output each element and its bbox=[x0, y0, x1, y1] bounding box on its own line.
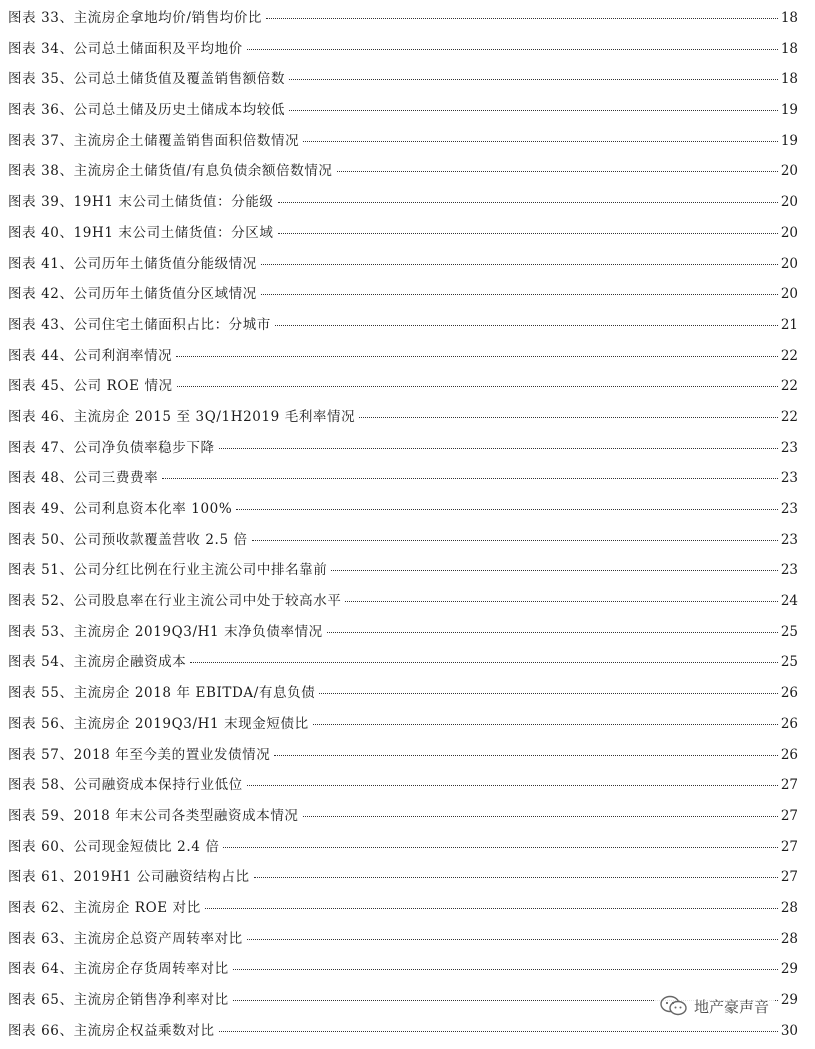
dot-leader bbox=[274, 755, 778, 756]
toc-page-number[interactable]: 18 bbox=[780, 71, 798, 88]
toc-row[interactable] bbox=[8, 558, 798, 589]
dot-leader bbox=[190, 662, 778, 663]
toc-entry-label[interactable]: 图表 52、公司股息率在行业主流公司中处于较高水平 bbox=[8, 593, 342, 610]
dot-leader bbox=[254, 877, 778, 878]
toc-entry-label[interactable]: 图表 49、公司利息资本化率 100% bbox=[8, 501, 233, 517]
dot-leader bbox=[303, 141, 778, 142]
toc-entry-label[interactable]: 图表 54、主流房企融资成本 bbox=[8, 654, 187, 671]
toc-page-number[interactable]: 19 bbox=[780, 132, 798, 149]
toc-row[interactable] bbox=[8, 159, 798, 190]
toc-row[interactable] bbox=[8, 282, 798, 313]
toc-row[interactable] bbox=[8, 67, 798, 98]
toc-entry-label[interactable]: 图表 59、2018 年末公司各类型融资成本情况 bbox=[8, 807, 299, 824]
dot-leader bbox=[223, 847, 778, 848]
toc-row[interactable] bbox=[8, 804, 798, 835]
toc-entry-label[interactable]: 图表 35、公司总土储货值及覆盖销售额倍数 bbox=[8, 71, 286, 88]
toc-row[interactable] bbox=[8, 344, 798, 375]
toc-entry-label[interactable]: 图表 56、主流房企 2019Q3/H1 末现金短债比 bbox=[8, 715, 309, 732]
toc-row[interactable] bbox=[8, 528, 798, 559]
toc-page-number[interactable]: 20 bbox=[780, 224, 798, 241]
dot-leader bbox=[219, 1031, 778, 1032]
toc-page-number[interactable]: 18 bbox=[780, 40, 798, 57]
toc-row[interactable] bbox=[8, 865, 798, 896]
toc-page-number[interactable]: 25 bbox=[780, 654, 798, 671]
toc-entry-label[interactable]: 图表 66、主流房企权益乘数对比 bbox=[8, 1022, 215, 1039]
toc-entry-label[interactable]: 图表 44、公司利润率情况 bbox=[8, 347, 173, 364]
dot-leader bbox=[345, 601, 778, 602]
toc-page-number[interactable]: 20 bbox=[780, 163, 798, 180]
dot-leader bbox=[289, 110, 778, 111]
toc-entry-label[interactable]: 图表 34、公司总土储面积及平均地价 bbox=[8, 40, 243, 57]
toc-row[interactable] bbox=[8, 1019, 798, 1049]
toc-row[interactable] bbox=[8, 313, 798, 344]
dot-leader bbox=[331, 570, 778, 571]
toc-page-number[interactable]: 22 bbox=[780, 347, 798, 364]
toc-entry-label[interactable]: 图表 37、主流房企土储覆盖销售面积倍数情况 bbox=[8, 132, 300, 149]
toc-entry-label[interactable]: 图表 43、公司住宅土储面积占比：分城市 bbox=[8, 316, 271, 333]
dot-leader bbox=[247, 49, 778, 50]
toc-entry-label[interactable]: 图表 60、公司现金短债比 2.4 倍 bbox=[8, 838, 220, 855]
toc-entry-label[interactable]: 图表 47、公司净负债率稳步下降 bbox=[8, 439, 215, 456]
toc-row[interactable] bbox=[8, 221, 798, 252]
toc-page-number[interactable]: 21 bbox=[780, 316, 798, 333]
toc-entry-label[interactable]: 图表 62、主流房企 ROE 对比 bbox=[8, 899, 201, 916]
dot-leader bbox=[176, 356, 778, 357]
dot-leader bbox=[247, 939, 778, 940]
toc-row[interactable] bbox=[8, 589, 798, 620]
toc-page-number[interactable]: 26 bbox=[780, 746, 798, 763]
toc-page-number[interactable]: 27 bbox=[780, 807, 798, 824]
dot-leader bbox=[337, 171, 778, 172]
toc-entry-label[interactable]: 图表 38、主流房企土储货值/有息负债余额倍数情况 bbox=[8, 163, 333, 180]
dot-leader bbox=[247, 785, 778, 786]
toc-entry-label[interactable]: 图表 42、公司历年土储货值分区域情况 bbox=[8, 286, 257, 303]
dot-leader bbox=[261, 294, 778, 295]
dot-leader bbox=[219, 448, 778, 449]
watermark-text: 地产豪声音 bbox=[693, 997, 769, 1016]
toc-page-number[interactable]: 24 bbox=[780, 593, 798, 610]
toc-row[interactable] bbox=[8, 129, 798, 160]
toc-row[interactable] bbox=[8, 405, 798, 436]
toc-row[interactable] bbox=[8, 190, 798, 221]
toc-row[interactable] bbox=[8, 957, 798, 988]
toc-row[interactable] bbox=[8, 466, 798, 497]
toc-page-number[interactable]: 27 bbox=[780, 869, 798, 886]
toc-page-number[interactable]: 26 bbox=[780, 685, 798, 702]
dot-leader bbox=[319, 693, 778, 694]
toc-entry-label[interactable]: 图表 55、主流房企 2018 年 EBITDA/有息负债 bbox=[8, 685, 316, 702]
toc-entry-label[interactable]: 图表 39、19H1 末公司土储货值：分能级 bbox=[8, 194, 274, 211]
toc-row[interactable] bbox=[8, 773, 798, 804]
toc-row[interactable] bbox=[8, 743, 798, 774]
toc-row[interactable] bbox=[8, 98, 798, 129]
toc-page-number[interactable]: 23 bbox=[780, 439, 798, 456]
toc-page-number[interactable]: 22 bbox=[780, 408, 798, 425]
toc-page-number[interactable]: 19 bbox=[780, 102, 798, 119]
toc-page-number[interactable]: 25 bbox=[780, 623, 798, 640]
toc-row[interactable] bbox=[8, 927, 798, 958]
toc-page-number[interactable]: 23 bbox=[780, 470, 798, 487]
toc-page-number[interactable]: 28 bbox=[780, 899, 798, 916]
toc-page-number[interactable]: 29 bbox=[780, 992, 798, 1008]
toc-row[interactable] bbox=[8, 650, 798, 681]
dot-leader bbox=[303, 816, 778, 817]
toc-page-number[interactable]: 20 bbox=[780, 194, 798, 211]
toc-row[interactable] bbox=[8, 620, 798, 651]
toc-row[interactable] bbox=[8, 6, 798, 37]
dot-leader bbox=[313, 724, 778, 725]
dot-leader bbox=[177, 386, 778, 387]
toc-entry-label[interactable]: 图表 40、19H1 末公司土储货值：分区域 bbox=[8, 224, 274, 241]
toc-entry-label[interactable]: 图表 46、主流房企 2015 至 3Q/1H2019 毛利率情况 bbox=[8, 408, 356, 425]
toc-row[interactable] bbox=[8, 896, 798, 927]
toc-page-number[interactable]: 30 bbox=[780, 1022, 798, 1039]
dot-leader bbox=[266, 18, 778, 19]
toc-entry-label[interactable]: 图表 45、公司 ROE 情况 bbox=[8, 378, 173, 395]
toc-page-number[interactable]: 20 bbox=[780, 286, 798, 303]
toc-entry-label[interactable]: 图表 63、主流房企总资产周转率对比 bbox=[8, 930, 243, 947]
toc-page-number[interactable]: 23 bbox=[780, 562, 798, 579]
toc-row[interactable] bbox=[8, 252, 798, 283]
toc-page-number[interactable]: 27 bbox=[780, 838, 798, 855]
dot-leader bbox=[233, 969, 778, 970]
dot-leader bbox=[205, 908, 778, 909]
toc-entry-label[interactable]: 图表 65、主流房企销售净利率对比 bbox=[8, 992, 229, 1008]
dot-leader bbox=[359, 417, 778, 418]
dot-leader bbox=[162, 478, 778, 479]
table-of-figures bbox=[8, 6, 798, 1049]
dot-leader bbox=[252, 540, 778, 541]
toc-entry-label[interactable]: 图表 57、2018 年至今美的置业发债情况 bbox=[8, 746, 271, 763]
dot-leader bbox=[275, 325, 778, 326]
toc-page-number[interactable]: 28 bbox=[780, 930, 798, 947]
toc-entry-label[interactable]: 图表 51、公司分红比例在行业主流公司中排名靠前 bbox=[8, 562, 328, 579]
toc-page-number[interactable]: 18 bbox=[780, 10, 798, 26]
toc-row[interactable] bbox=[8, 436, 798, 467]
wechat-icon bbox=[660, 995, 688, 1017]
toc-row[interactable] bbox=[8, 835, 798, 866]
toc-page-number[interactable]: 23 bbox=[780, 531, 798, 548]
toc-entry-label[interactable]: 图表 50、公司预收款覆盖营收 2.5 倍 bbox=[8, 531, 248, 548]
toc-row[interactable] bbox=[8, 712, 798, 743]
dot-leader bbox=[278, 202, 778, 203]
toc-entry-label[interactable]: 图表 41、公司历年土储货值分能级情况 bbox=[8, 255, 257, 272]
dot-leader bbox=[289, 79, 778, 80]
toc-entry-label[interactable]: 图表 48、公司三费费率 bbox=[8, 470, 159, 487]
dot-leader bbox=[278, 233, 778, 234]
toc-entry-label[interactable]: 图表 53、主流房企 2019Q3/H1 末净负债率情况 bbox=[8, 623, 323, 640]
toc-row[interactable] bbox=[8, 681, 798, 712]
watermark bbox=[654, 993, 775, 1019]
toc-entry-label[interactable]: 图表 33、主流房企拿地均价/销售均价比 bbox=[8, 10, 263, 26]
toc-row[interactable] bbox=[8, 37, 798, 68]
toc-page-number[interactable]: 26 bbox=[780, 715, 798, 732]
toc-entry-label[interactable]: 图表 36、公司总土储及历史土储成本均较低 bbox=[8, 102, 286, 119]
toc-entry-label[interactable]: 图表 58、公司融资成本保持行业低位 bbox=[8, 777, 243, 794]
toc-page-number[interactable]: 20 bbox=[780, 255, 798, 272]
dot-leader bbox=[236, 509, 778, 510]
toc-page-number[interactable]: 23 bbox=[780, 501, 798, 517]
toc-entry-label[interactable]: 图表 61、2019H1 公司融资结构占比 bbox=[8, 869, 250, 886]
toc-page-number[interactable]: 29 bbox=[780, 961, 798, 978]
toc-row[interactable] bbox=[8, 497, 798, 528]
toc-page-number[interactable]: 22 bbox=[780, 378, 798, 395]
toc-entry-label[interactable]: 图表 64、主流房企存货周转率对比 bbox=[8, 961, 229, 978]
toc-row[interactable] bbox=[8, 374, 798, 405]
dot-leader bbox=[327, 632, 778, 633]
toc-page-number[interactable]: 27 bbox=[780, 777, 798, 794]
dot-leader bbox=[261, 264, 778, 265]
